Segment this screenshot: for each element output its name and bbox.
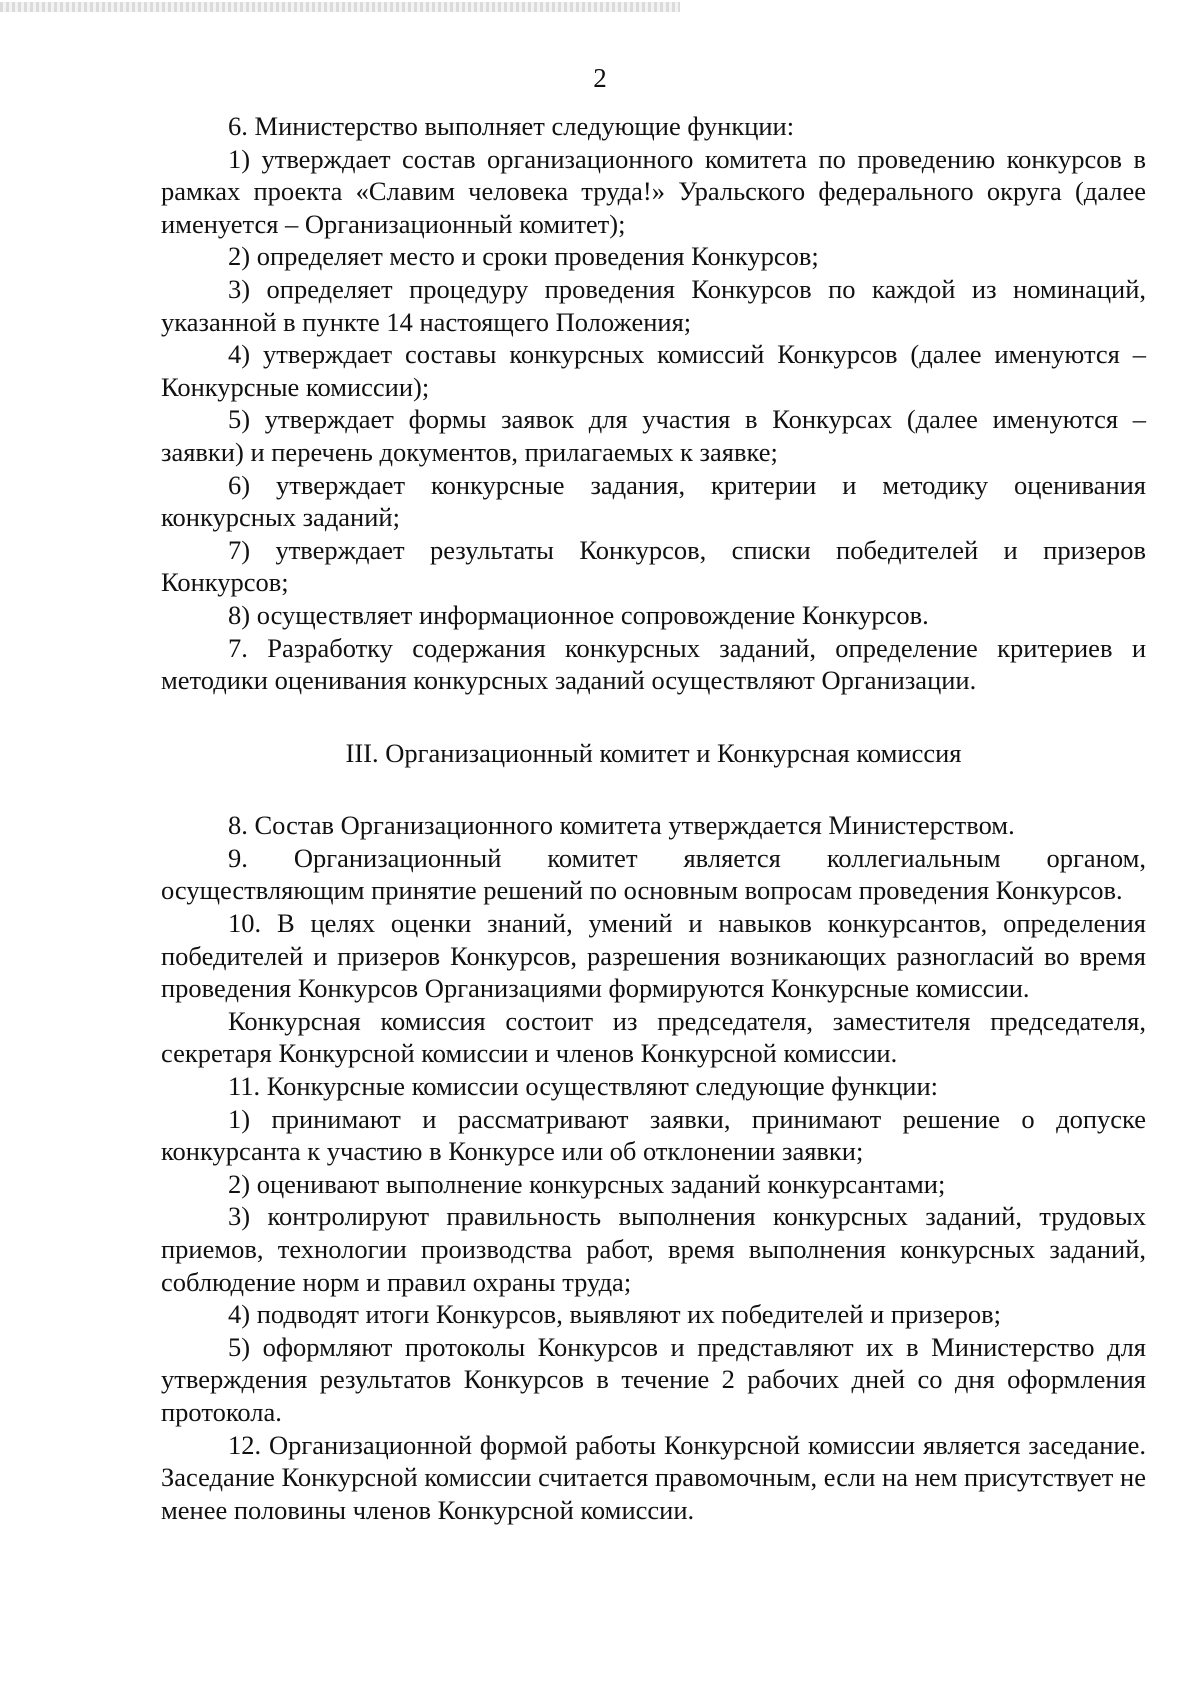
- paragraph-section-6: 6. Министерство выполняет следующие функции:: [228, 111, 795, 141]
- document-body: [161, 110, 1146, 1526]
- section-heading-iii: III. Организационный комитет и Конкурсная комиссия: [345, 737, 962, 768]
- list-item-6-6: 6) утверждает конкурсные задания, критерии и методику оценивания конкурсных заданий;: [161, 469, 1146, 533]
- list-item-6-5: 5) утверждает формы заявок для участия в Конкурсах (далее именуются – заявки) и перечень документов, прилагаемых к заявке;: [161, 404, 1146, 467]
- list-item-11-2: 2) оценивают выполнение конкурсных заданий конкурсантами;: [228, 1168, 946, 1199]
- paragraph-section-11: 11. Конкурсные комиссии осуществляют следующие функции:: [228, 1071, 939, 1102]
- paragraph-section-7: 7. Разработку содержания конкурсных заданий, определение критериев и методики оценивания конкурсных заданий осуществляют Организации.: [161, 632, 1146, 696]
- paragraph-section-8: 8. Состав Организационного комитета утверждается Министерством.: [228, 810, 1015, 841]
- list-item-6-8: 8) осуществляет информационное сопровождение Конкурсов.: [228, 599, 929, 630]
- list-item-11-1: 1) принимают и рассматривают заявки, принимают решение о допуске конкурсанта к участию в Конкурсе или об отклонении заявки;: [161, 1103, 1146, 1167]
- paragraph-section-9: 9. Организационный комитет является коллегиальным органом, осуществляющим принятие решений по основным вопросам проведения Конкурсов.: [161, 842, 1146, 906]
- paragraph-commission-composition: Конкурсная комиссия состоит из председателя, заместителя председателя, секретаря Конкурсной комиссии и членов Конкурсной комиссии.: [161, 1005, 1146, 1069]
- list-item-11-4: 4) подводят итоги Конкурсов, выявляют их победителей и призеров;: [228, 1299, 1002, 1330]
- scan-artifact: [0, 2, 680, 12]
- list-item-6-3: 3) определяет процедуру проведения Конкурсов по каждой из номинаций, указанной в пункте 14 настоящего Положения;: [161, 273, 1146, 337]
- list-item-11-3: 3) контролируют правильность выполнения конкурсных заданий, трудовых приемов, технологии производства работ, время выполнения конкурсных заданий, соблюдение норм и правил охраны труда;: [161, 1201, 1146, 1297]
- list-item-6-2: 2) определяет место и сроки проведения Конкурсов;: [228, 241, 819, 272]
- list-item-6-7: 7) утверждает результаты Конкурсов, списки победителей и призеров Конкурсов;: [161, 534, 1146, 598]
- list-item-6-1: 1) утверждает состав организационного комитета по проведению конкурсов в рамках проекта «Славим человека труда!» Уральского федерального округа (далее именуется – Организационный комитет);: [161, 143, 1146, 239]
- list-item-11-5: 5) оформляют протоколы Конкурсов и представляют их в Министерство для утверждения результатов Конкурсов в течение 2 рабочих дней со дня оформления протокола.: [161, 1331, 1146, 1427]
- paragraph-section-10: 10. В целях оценки знаний, умений и навыков конкурсантов, определения победителей и призеров Конкурсов, разрешения возникающих разногласий во время проведения Конкурсов Организациями формируются Конкурсные комиссии.: [161, 908, 1146, 1004]
- list-item-6-4: 4) утверждает составы конкурсных комиссий Конкурсов (далее именуются – Конкурсные комиссии);: [161, 339, 1146, 402]
- page-number: 2: [593, 63, 607, 93]
- paragraph-section-12: 12. Организационной формой работы Конкурсной комиссии является заседание. Заседание Конкурсной комиссии считается правомочным, если на нем присутствует не менее половины членов Конкурсной комиссии.: [161, 1429, 1146, 1525]
